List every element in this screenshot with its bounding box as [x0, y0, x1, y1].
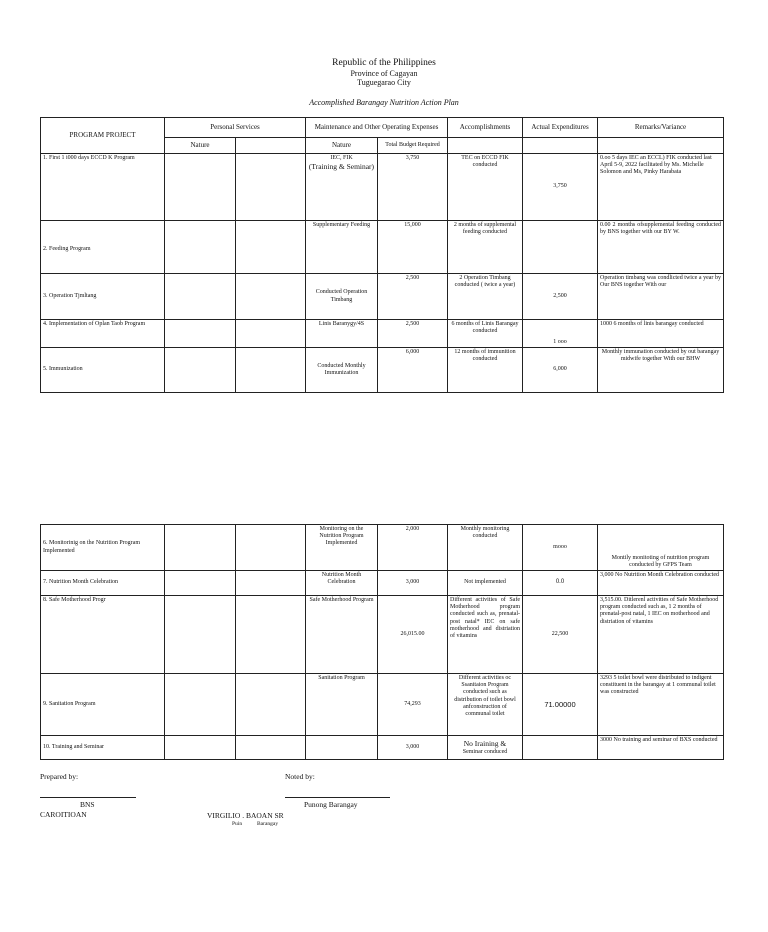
remarks-cell: 3293 5 toilet bowl were distributed to indigent constituent in the barangay at 1 communal toilet was constructed	[598, 674, 724, 736]
program-cell: 10. Training and Seminar	[41, 736, 165, 760]
actual-cell: 2,500	[523, 274, 598, 320]
empty-cell	[165, 596, 236, 674]
empty-cell	[448, 138, 523, 154]
empty-cell	[165, 274, 236, 320]
remarks-cell: 3,000 No Nutrition Month Celebration conducted	[598, 571, 724, 596]
empty-cell	[236, 571, 306, 596]
nature-cell: Linis Baranygy/4S	[306, 320, 378, 348]
accomplishment-cell: 2 Operation Timbang conducted ( twice a year)	[448, 274, 523, 320]
table-row	[41, 525, 724, 571]
accomplishment-cell: Different activities oc Ssanitaion Program conducted such as distribution of toilet bowl anfconstruction of communal toilet	[448, 674, 523, 736]
empty-cell	[165, 348, 236, 393]
bns-label: BNS	[80, 800, 95, 809]
program-cell: 8. Safe Motherhood Progr	[41, 596, 165, 674]
budget-cell: 2,500	[378, 274, 448, 320]
actual-cell: 0.0	[523, 571, 598, 596]
actual-cell: mooo	[523, 525, 598, 571]
province-heading: Province of Cagayan	[350, 69, 418, 78]
remarks-cell: 0.00 2 months ofsupplemental feeding conducted by BNS together with our BY W.	[598, 221, 724, 274]
prepared-by-label: Prepared by:	[40, 772, 79, 781]
program-text: 2. Feeding Program	[43, 246, 91, 253]
empty-cell	[236, 596, 306, 674]
remarks-cell: 3000 No training and seminar of BXS conducted	[598, 736, 724, 760]
remarks-cell: 3,515.00. Ditlerenl activities of Safe Motherhood program conducted such as, 1 2 months of prenatal-post natal, 1 IEC on motherhood and distriation of vitamins	[598, 596, 724, 674]
budget-cell: 15,000	[378, 221, 448, 274]
noted-signature-line	[285, 797, 390, 798]
prepared-signature-line	[40, 797, 136, 798]
empty-cell	[165, 221, 236, 274]
table-row	[41, 154, 724, 221]
accomplishments-header: Accomplishments	[448, 118, 523, 138]
barangay-label: Barangay	[257, 821, 279, 827]
total-budget-header: Total Budget Required	[378, 138, 448, 154]
actual-cell: 6,000	[523, 348, 598, 393]
program-project-header: PROGRAM PROJECT	[41, 118, 165, 154]
republic-heading: Republic of the Philippines	[332, 58, 436, 68]
remarks-cell: Montily monitoting of nutrition program conducted by GFPS Team	[598, 525, 724, 571]
program-cell: 1. First 1 i000 days ECCD K Program	[41, 154, 165, 221]
table-row	[41, 348, 724, 393]
program-cell: 7. Nutrition Month Celebration	[41, 571, 165, 596]
nature-ps-header: Nature	[165, 138, 236, 154]
nutrition-plan-table-part2	[40, 524, 724, 760]
nature-cell: Sanitation Program	[306, 674, 378, 736]
table-row	[41, 596, 724, 674]
mooe-header: Maintenance and Other Operating Expenses	[306, 118, 448, 138]
actual-cell: 3,750	[523, 154, 598, 221]
accomplishment-cell: 2 months of supplemental feeding conducted	[448, 221, 523, 274]
remarks-cell: Monthly immunation conducted by out barangay midwife together With our BHW	[598, 348, 724, 393]
empty-cell	[236, 154, 306, 221]
empty-cell	[236, 525, 306, 571]
program-cell: 5. Immunization	[41, 348, 165, 393]
nature-cell: Conducted Operation Timbang	[306, 274, 378, 320]
preparer-name: CAROITIOAN	[40, 810, 87, 819]
nature-cell: Supplementary Feeding	[306, 221, 378, 274]
nature-text: IEC, FIK	[330, 155, 353, 161]
program-cell	[41, 221, 165, 274]
empty-cell	[236, 274, 306, 320]
actual-cell	[523, 736, 598, 760]
empty-cell	[236, 221, 306, 274]
actual-cell: 1 ooo	[523, 320, 598, 348]
puin-label: Puin	[232, 821, 243, 827]
table-row	[41, 674, 724, 736]
table-row	[41, 736, 724, 760]
table-row	[41, 320, 724, 348]
remarks-cell: 0.oo 5 days IEC an ECCL) FIK conducted last April 5-9, 2022 facilitated by Ms. Michelle Solomon and Ms, Pinky Harabata	[598, 154, 724, 221]
empty-cell	[165, 571, 236, 596]
program-cell: 4. Implementation of Oplan Taob Program	[41, 320, 165, 348]
city-heading: Tuguegarao City	[357, 78, 411, 87]
table-row	[41, 274, 724, 320]
empty-cell	[236, 674, 306, 736]
accomplishment-cell: TEC on ECCD FIK conducted	[448, 154, 523, 221]
personal-services-header: Personal Services	[165, 118, 306, 138]
empty-cell	[236, 348, 306, 393]
empty-cell	[165, 154, 236, 221]
remarks-variance-header: Remarks/Variance	[598, 118, 724, 138]
empty-cell	[165, 525, 236, 571]
nature-cell	[306, 736, 378, 760]
nature-cell: Safe Motherhood Program	[306, 596, 378, 674]
budget-cell: 6,000	[378, 348, 448, 393]
document-title: Accomplished Barangay Nutrition Action Plan	[309, 98, 459, 107]
actual-cell: 71.00000	[523, 674, 598, 736]
accomplishment-cell: Not implemented	[448, 571, 523, 596]
nature-text: (Training & Seminar)	[308, 162, 375, 172]
program-cell: 3. Operation Tjmltang	[41, 274, 165, 320]
budget-cell: 26,015.00	[378, 596, 448, 674]
nature-cell: Nutrition Month Celebration	[306, 571, 378, 596]
accomplishment-cell: Different activities of Safe Motherhood program conducted such as, prenatal-post natal* IEC on safe motherhood and distriation of vitamins	[448, 596, 523, 674]
accomplishment-cell: Monthly monitoring conducted	[448, 525, 523, 571]
empty-cell	[165, 320, 236, 348]
actual-cell	[523, 221, 598, 274]
budget-cell: 3,750	[378, 154, 448, 221]
empty-cell	[236, 138, 306, 154]
actual-cell: 22,500	[523, 596, 598, 674]
budget-cell: 2,000	[378, 525, 448, 571]
punong-barangay-label: Punong Barangay	[304, 800, 358, 809]
table-row	[41, 571, 724, 596]
nature-cell: Conducted Monthly Immunization	[306, 348, 378, 393]
accomplishment-text: Seminar conduced	[462, 749, 508, 755]
signatory-name: VIRGILIO . BAOAN SR	[207, 811, 284, 820]
remarks-cell: Operation timbang was condlicted twice a year by Our BNS together With our	[598, 274, 724, 320]
budget-cell: 74,293	[378, 674, 448, 736]
nature-cell	[306, 154, 378, 221]
budget-cell: 3,000	[378, 571, 448, 596]
empty-cell	[523, 138, 598, 154]
actual-expenditures-header: Actual Expenditures	[523, 118, 598, 138]
budget-cell: 3,000	[378, 736, 448, 760]
nutrition-plan-table-part1	[40, 117, 724, 393]
accomplishment-cell: 6 months of Linis Barangay conducted	[448, 320, 523, 348]
accomplishment-text: No Iraining &	[463, 738, 507, 748]
budget-cell: 2,500	[378, 320, 448, 348]
table-row	[41, 221, 724, 274]
noted-by-label: Noted by:	[285, 772, 315, 781]
remarks-cell: 1000 6 months of linis barangay conducted	[598, 320, 724, 348]
nature-cell: Monitoring on the Nutrition Program Implemented	[306, 525, 378, 571]
nature-mooe-header: Nature	[306, 138, 378, 154]
program-cell: 9. Sanitation Program	[41, 674, 165, 736]
empty-cell	[165, 674, 236, 736]
empty-cell	[598, 138, 724, 154]
empty-cell	[165, 736, 236, 760]
accomplishment-cell: 12 months of immunition conducted	[448, 348, 523, 393]
empty-cell	[236, 320, 306, 348]
program-cell: 6. Monitorinig on the Nutrition Program Implemented	[41, 525, 165, 571]
empty-cell	[236, 736, 306, 760]
accomplishment-cell	[448, 736, 523, 760]
